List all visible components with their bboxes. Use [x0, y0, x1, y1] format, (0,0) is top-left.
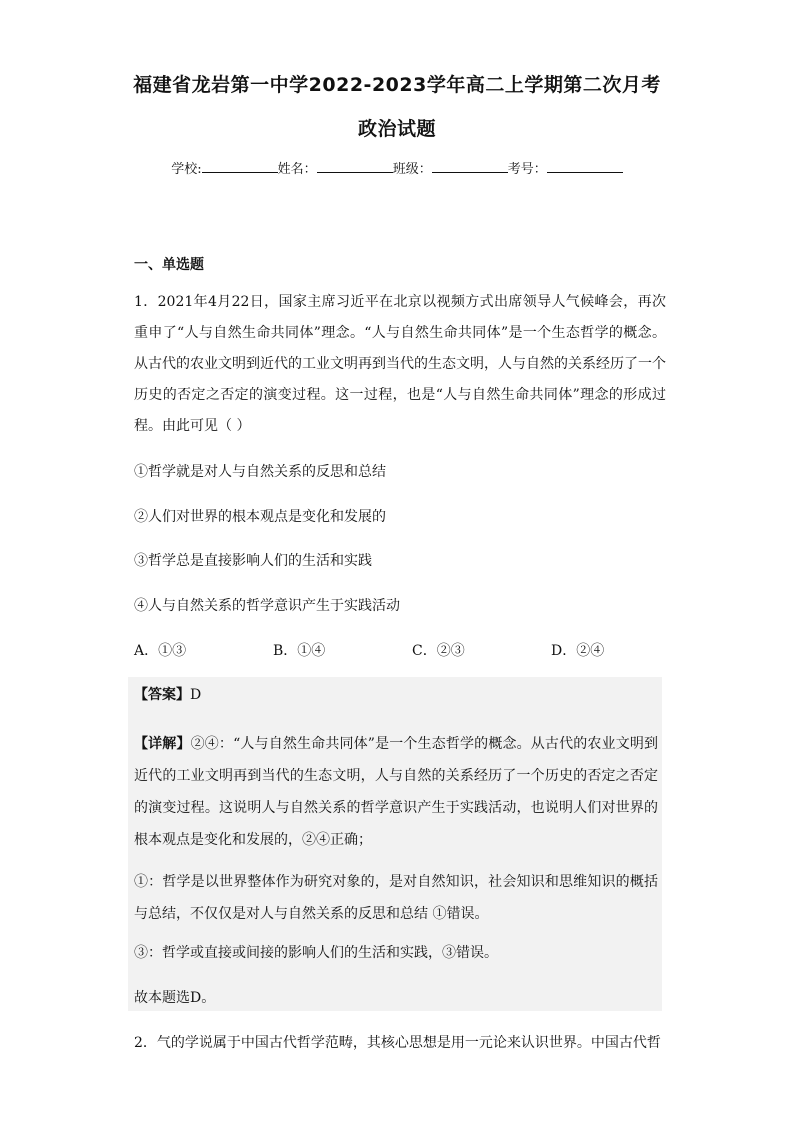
option-a: A．①③ — [134, 643, 187, 659]
school-blank[interactable] — [202, 160, 278, 173]
option-b: B．①④ — [273, 643, 326, 659]
question-1-item-3: ③哲学总是直接影响人们的生活和实践 — [134, 553, 372, 569]
name-blank[interactable] — [317, 160, 393, 173]
id-blank[interactable] — [547, 160, 623, 173]
id-label: 考号： — [507, 162, 547, 177]
question-1-item-4: ④人与自然关系的哲学意识产生于实践活动 — [134, 598, 400, 614]
student-info-line — [0, 158, 794, 177]
answer-tag: 【答案】 — [134, 687, 190, 703]
option-d: D．②④ — [551, 643, 605, 659]
explain-tag: 【详解】 — [134, 736, 191, 752]
name-label: 姓名： — [277, 162, 317, 177]
explanation-para-3: ③：哲学或直接或间接的影响人们的生活和实践，③错误。 — [134, 945, 498, 961]
question-1-stem: 1．2021年4月22日，国家主席习近平在北京以视频方式出席领导人气候峰会，再次重申了“人与自然生命共同体”理念。“人与自然生命共同体”是一个生态哲学的概念。从古代的农业文明到近代的工业文明再到当代的生态文明，人与自然的关系经历了一个历史的否定之否定的演变过程。这一过程，也是“人与自然生命共同体”理念的形成过程。由此可见（ ） — [134, 294, 666, 434]
option-c: C．②③ — [412, 643, 465, 659]
class-label: 班级： — [392, 162, 432, 177]
question-1-item-2: ②人们对世界的根本观点是变化和发展的 — [134, 509, 386, 525]
explanation-para-1 — [134, 728, 658, 856]
explain-text-1: ②④：“人与自然生命共同体”是一个生态哲学的概念。从古代的农业文明到近代的工业文明再到当代的生态文明，人与自然的关系经历了一个历史的否定之否定的演变过程。这说明人与自然关系的哲学意识产生于实践活动，也说明人们对世界的根本观点是变化和发展的，②④正确； — [134, 736, 659, 848]
question-1-item-1: ①哲学就是对人与自然关系的反思和总结 — [134, 464, 386, 480]
question-2-stem: 2．气的学说属于中国古代哲学范畴，其核心思想是用一元论来认识世界。中国古代哲 — [134, 1035, 661, 1051]
exam-subject: 政治试题 — [357, 118, 436, 140]
class-blank[interactable] — [432, 160, 508, 173]
conclusion-line: 故本题选D。 — [134, 990, 216, 1006]
exam-title: 福建省龙岩第一中学2022-2023学年高二上学期第二次月考 — [133, 74, 661, 96]
school-label: 学校: — [171, 162, 202, 177]
section-title: 一、单选题 — [134, 257, 204, 273]
answer-line — [134, 684, 658, 704]
question-1-options — [134, 640, 666, 660]
explanation-para-2: ①：哲学是以世界整体作为研究对象的，是对自然知识，社会知识和思维知识的概括与总结，不仅仅是对人与自然关系的反思和总结 ①错误。 — [134, 874, 658, 922]
answer-value: D — [190, 687, 202, 703]
